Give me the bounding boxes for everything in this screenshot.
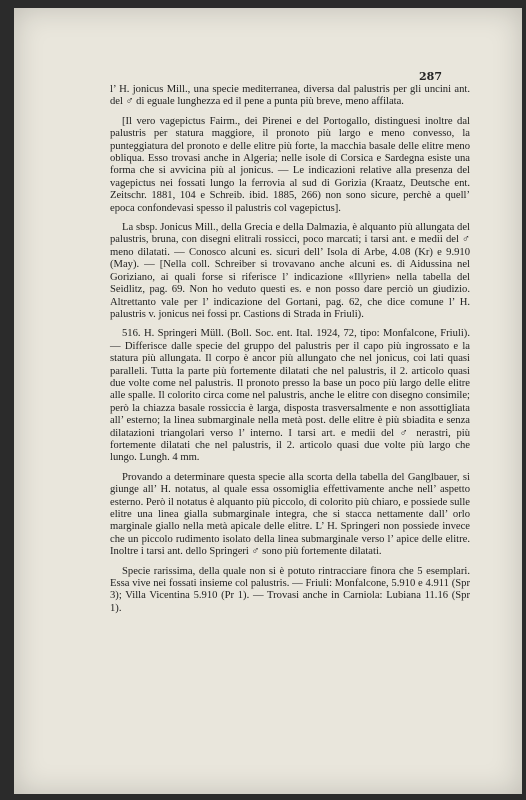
book-page <box>14 8 522 794</box>
paragraph: La sbsp. Jonicus Mill., della Grecia e della Dalmazia, è alquanto più allungata del palustris, bruna, con disegni elitrali rossicci, poco marcati; i tarsi ant. e medii del ♂ meno dilatati. — Conosco alcuni es. sicuri dell’ Isola di Arbe, 4.08 (Kr) e 9.910 (May). — [Nella coll. Schreiber si trovavano anche alcuni es. di Aidussina nel Goriziano, ai quali forse si riferisce l’ indicazione «Illyrien» nella tabella del Seidlitz, pag. 69. Non ho veduto questi es. e non posso dare perciò un giudizio. Altrettanto vale per l’ indicazione del Gortani, pag. 62, che dice comune l’ H. palustris v. jonicus nei fossi pr. Castions di Strada in Friuli). <box>110 222 470 320</box>
page-body <box>110 84 470 622</box>
page-number: 287 <box>419 70 442 83</box>
paragraph: Specie rarissima, della quale non si è potuto rintracciare finora che 5 esemplari. Essa vive nei fossati insieme col palustris. — Friuli: Monfalcone, 5.910 e 4.911 (Spr 3); Villa Vicentina 5.910 (Pr 1). — Trovasi anche in Carniola: Lubiana 11.16 (Spr 1). <box>110 565 470 614</box>
species-entry-paragraph: 516. H. Springeri Müll. (Boll. Soc. ent. Ital. 1924, 72, tipo: Monfalcone, Friuli). — Differisce dalle specie del gruppo del palustris per il capo più ingrossato e la statura più allungata. Il corpo è ancor più allungato che nel jonicus, coi lati quasi paralleli. Tutta la parte più fortemente dilatati che nel palustris, il 2. articolo quasi due volte come nel palustris. Il pronoto presso la base un poco più largo delle elitre alle spalle. Il colorito circa come nel palustris, anche le elitre con disegno consimile; però la chiazza basale rossiccia è larga, disposta trasversalmente e non assottigliata all’ esterno; la linea submarginale nella metà post. delle elitre è più sbiadita e senza dilatazioni triangolari verso l’ interno. I tarsi art. e medii del ♂ nerastri, più fortemente dilatati che nel palustris, il 2. articolo quasi due volte più largo che lungo. Lungh. 4 mm. <box>110 328 470 464</box>
paragraph: Provando a determinare questa specie alla scorta della tabella del Ganglbauer, si giunge all’ H. notatus, al quale essa ossomiglia effettivamente anche nell’ aspetto esterno. Però il notatus è alquanto più piccolo, di colorito più chiaro, e possiede sulle elitre una linea gialla submarginale integra, che si stacca nettamente dall’ orlo marginale giallo nella metà apicale delle elitre. L’ H. Springeri non possiede invece che un piccolo rudimento isolato della linea submarginale verso l’ apice delle elitre. Inoltre i tarsi ant. dello Springeri ♂ sono più fortemente dilatati. <box>110 471 470 558</box>
paragraph: [Il vero vagepictus Fairm., dei Pirenei e del Portogallo, distinguesi inoltre dal palustris per statura maggiore, il pronoto più largo e meno convesso, la punteggiatura del pronoto e delle elitre più forte, la macchia basale delle elitre meno obliqua. Esso trovasi anche in Algeria; nelle isole di Corsica e Sardegna esiste una forma che si avvicina più al jonicus. — Le indicazioni relative alla presenza del vagepictus nei fossati lungo la ferrovia al sud di Gorizia (Kraatz, Deutsche ent. Zeitschr. 1881, 104 e Schreib. ibid. 1885, 266) non sono sicure, perchè a quell’ epoca confondevasi spesso il palustris col vagepictus]. <box>110 115 470 214</box>
paragraph: l’ H. jonicus Mill., una specie mediterranea, diversa dal palustris per gli uncini ant. del ♂ di eguale lunghezza ed il pene a punta più breve, meno affilata. <box>110 84 470 108</box>
